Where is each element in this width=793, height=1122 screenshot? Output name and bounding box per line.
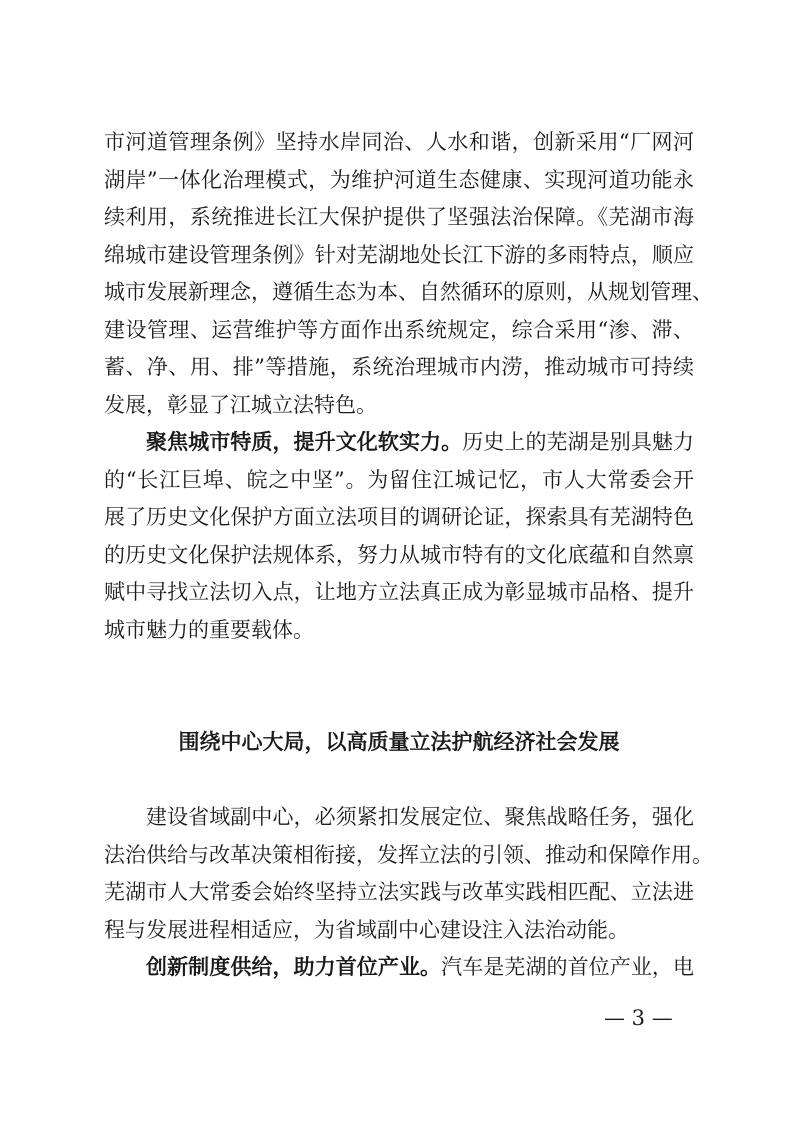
- paragraph-provincial-sub-center: [104, 799, 713, 949]
- paragraph-line-text: 历史上的芜湖是别具魅力: [462, 430, 695, 454]
- paragraph-line: 发展，彰显了江城立法特色。: [104, 392, 377, 417]
- paragraph-line: 建设省域副中心，必须紧扣发展定位、聚焦战略任务，强化: [146, 805, 694, 829]
- paragraph-line: 赋中寻找立法切入点，让地方立法真正成为彰显城市品格、提升: [104, 580, 694, 604]
- section-heading: 围绕中心大局，以高质量立法护航经济社会发展: [178, 730, 620, 754]
- paragraph-line: 城市魅力的重要载体。: [104, 617, 314, 642]
- paragraph-line-text: 汽车是芜湖的首位产业，电: [441, 955, 695, 979]
- paragraph-leading-industry: [104, 949, 694, 987]
- paragraph-line: 市河道管理条例》坚持水岸同治、人水和谐，创新采用“厂网河: [104, 130, 694, 154]
- paragraph-cultural-soft-power: [104, 424, 694, 649]
- paragraph-first-line: [104, 424, 694, 462]
- paragraph-line: 芜湖市人大常委会始终坚持立法实践与改革实践相匹配、立法进: [104, 880, 694, 904]
- paragraph-line: 城市发展新理念，遵循生态为本、自然循环的原则，从规划管理、: [104, 280, 713, 304]
- paragraph-water-sponge-city: [104, 124, 713, 424]
- paragraph-line: 建设管理、运营维护等方面作出系统规定，综合采用“渗、滞、: [104, 317, 694, 342]
- paragraph-line: 展了历史文化保护方面立法项目的调研论证，探索具有芜湖特色: [104, 505, 694, 529]
- page-number: — 3 —: [604, 1006, 673, 1030]
- paragraph-lead-phrase: 聚焦城市特质，提升文化软实力。: [146, 430, 463, 454]
- paragraph-line: 绵城市建设管理条例》针对芜湖地处长江下游的多雨特点，顺应: [104, 242, 694, 267]
- paragraph-line: 程与发展进程相适应，为省域副中心建设注入法治动能。: [104, 917, 629, 942]
- paragraph-lead-phrase: 创新制度供给，助力首位产业。: [146, 955, 442, 979]
- paragraph-line: 的“长江巨埠、皖之中坚”。为留住江城记忆，市人大常委会开: [104, 467, 694, 492]
- paragraph-line: 法治供给与改革决策相衔接，发挥立法的引领、推动和保障作用。: [104, 842, 713, 867]
- paragraph-first-line: [104, 949, 694, 987]
- paragraph-line: 的历史文化保护法规体系，努力从城市特有的文化底蕴和自然禀: [104, 542, 694, 567]
- paragraph-line: 续利用，系统推进长江大保护提供了坚强法治保障。《芜湖市海: [104, 205, 694, 229]
- paragraph-line: 湖岸”一体化治理模式，为维护河道生态健康、实现河道功能永: [104, 167, 694, 192]
- paragraph-line: 蓄、净、用、排”等措施，系统治理城市内涝，推动城市可持续: [104, 355, 694, 379]
